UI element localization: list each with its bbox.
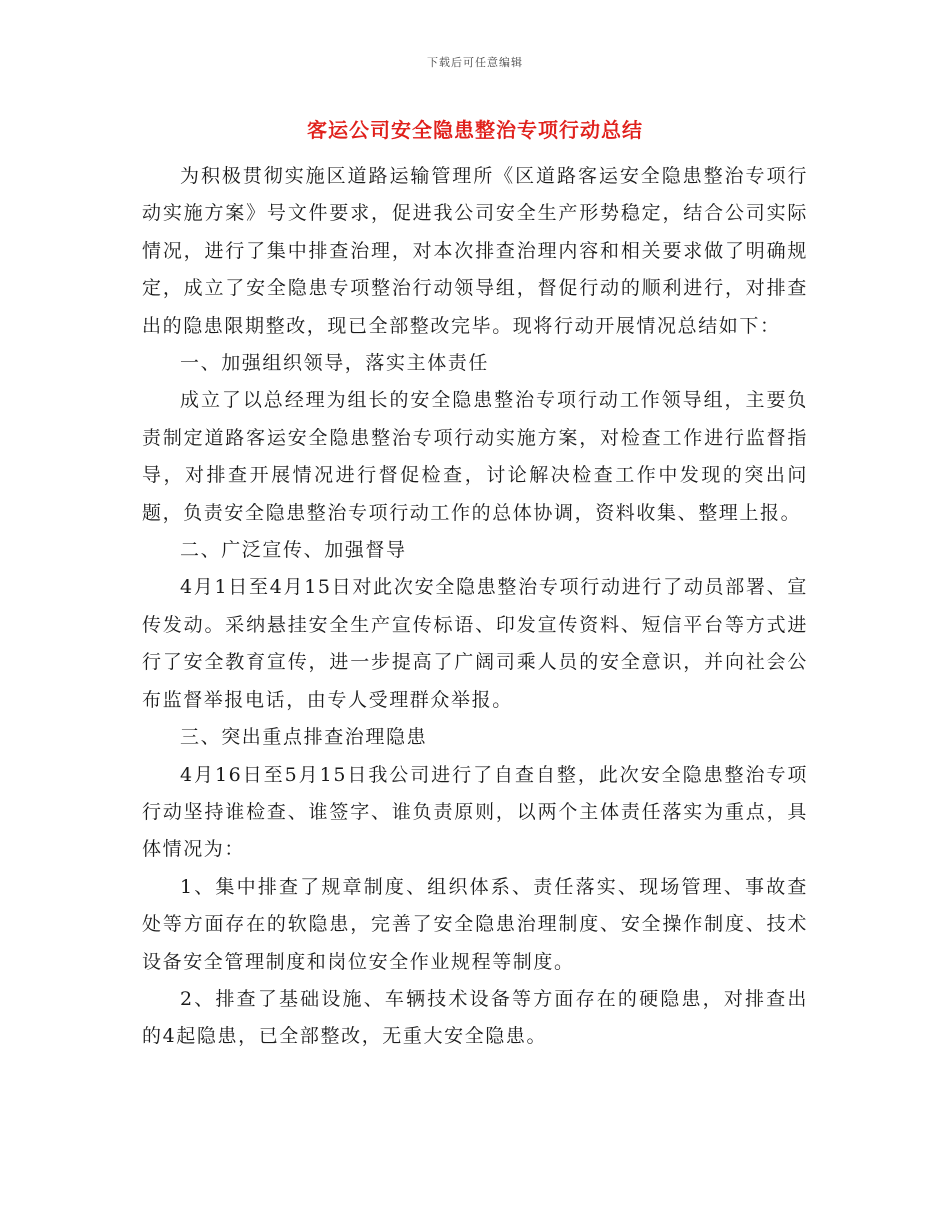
section-1-paragraph: 成立了以总经理为组长的安全隐患整治专项行动工作领导组，主要负责制定道路客运安全隐患整治专项行动实施方案，对检查工作进行监督指导，对排查开展情况进行督促检查，讨论解决检查工作中发现的突出问题，负责安全隐患整治专项行动工作的总体协调，资料收集、整理上报。 [142, 389, 808, 524]
document-title: 客运公司安全隐患整治专项行动总结 [307, 118, 643, 142]
section-heading-2: 二、广泛宣传、加强督导 [180, 539, 407, 562]
intro-paragraph: 为积极贯彻实施区道路运输管理所《区道路客运安全隐患整治专项行动实施方案》号文件要求，促进我公司安全生产形势稳定，结合公司实际情况，进行了集中排查治理，对本次排查治理内容和相关要求做了明确规定，成立了安全隐患专项整治行动领导组，督促行动的顺利进行，对排查出的隐患限期整改，现已全部整改完毕。现将行动开展情况总结如下： [142, 165, 808, 337]
section-3-item-2: 2、排查了基础设施、车辆技术设备等方面存在的硬隐患，对排查出的4起隐患，已全部整改，无重大安全隐患。 [142, 987, 808, 1048]
document-body [142, 158, 808, 1056]
page-header-note: 下载后可任意编辑 [427, 56, 523, 69]
section-3-item-1: 1、集中排查了规章制度、组织体系、责任落实、现场管理、事故查处等方面存在的软隐患，完善了安全隐患治理制度、安全操作制度、技术设备安全管理制度和岗位安全作业规程等制度。 [142, 875, 808, 973]
section-heading-1: 一、加强组织领导，落实主体责任 [180, 352, 490, 375]
section-heading-3: 三、突出重点排查治理隐患 [180, 726, 428, 749]
section-2-paragraph: 4月1日至4月15日对此次安全隐患整治专项行动进行了动员部署、宣传发动。采纳悬挂安全生产宣传标语、印发宣传资料、短信平台等方式进行了安全教育宣传，进一步提高了广阔司乘人员的安全意识，并向社会公布监督举报电话，由专人受理群众举报。 [142, 576, 808, 711]
section-3-paragraph: 4月16日至5月15日我公司进行了自查自整，此次安全隐患整治专项行动坚持谁检查、谁签字、谁负责原则，以两个主体责任落实为重点，具体情况为： [142, 763, 808, 861]
